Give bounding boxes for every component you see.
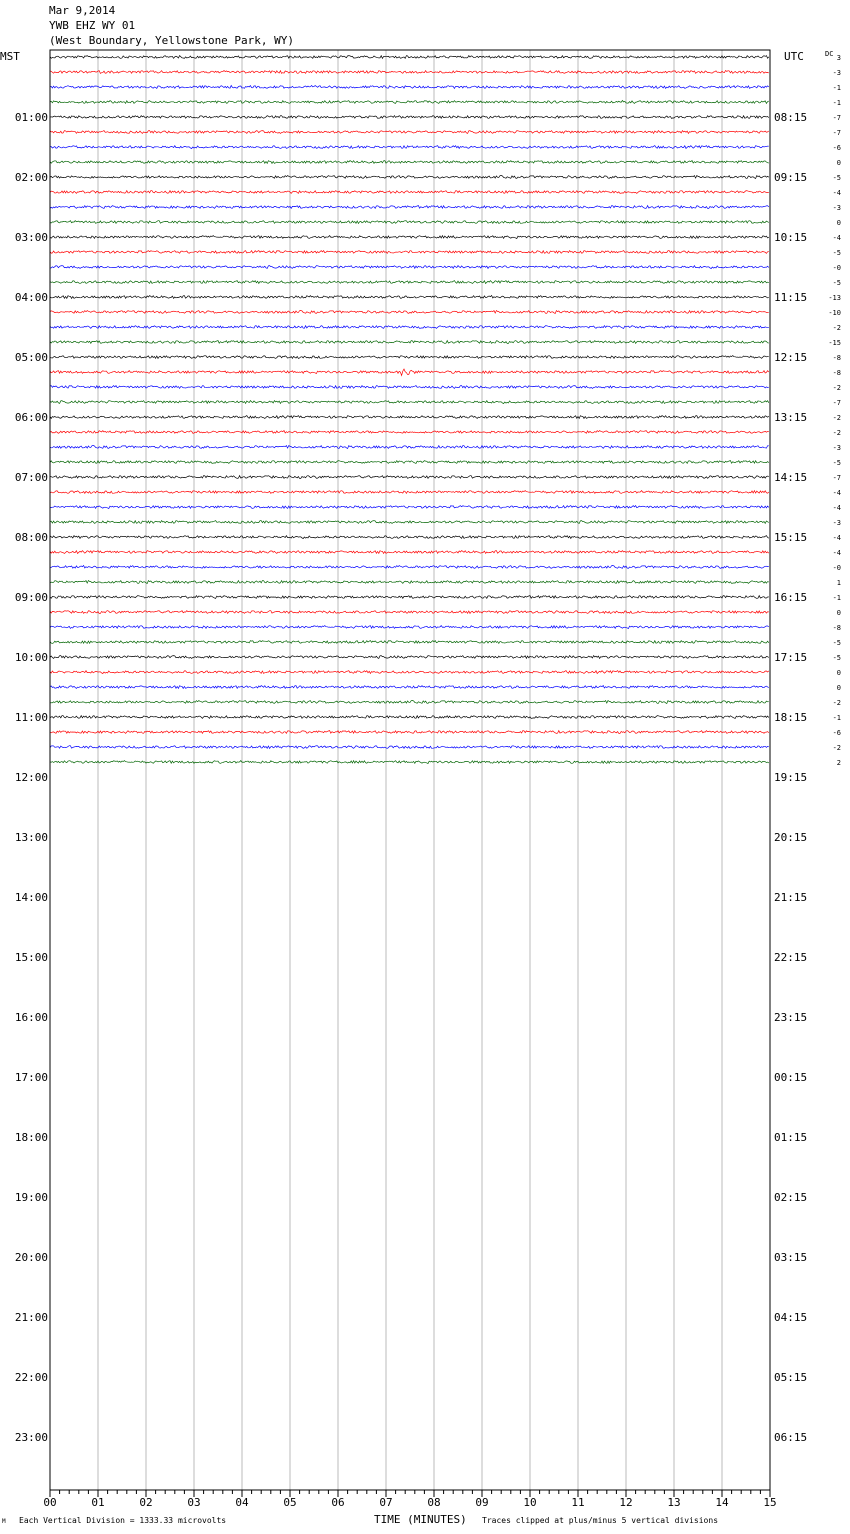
dc-offset-label: 0 — [836, 684, 841, 692]
dc-offset-label: -2 — [832, 699, 841, 707]
seismic-trace — [50, 356, 769, 359]
seismic-trace — [50, 416, 769, 419]
utc-hour-label: 21:15 — [774, 891, 808, 904]
utc-hour-label: 11:15 — [774, 291, 808, 304]
seismic-trace — [50, 341, 769, 344]
seismic-trace — [50, 506, 769, 509]
mst-hour-label: 10:00 — [14, 651, 48, 664]
x-tick-label: 03 — [187, 1496, 201, 1509]
seismic-trace — [50, 281, 769, 284]
seismic-trace — [50, 536, 769, 539]
x-tick-label: 11 — [571, 1496, 585, 1509]
trace-rows — [50, 56, 769, 764]
dc-offset-label: -5 — [832, 279, 841, 287]
dc-offset-label: -2 — [832, 744, 841, 752]
x-tick-label: 13 — [667, 1496, 681, 1509]
dc-offset-label: -1 — [832, 714, 841, 722]
mst-hour-label: 07:00 — [14, 471, 48, 484]
seismic-trace — [50, 221, 769, 224]
dc-offset-label: -5 — [832, 174, 841, 182]
utc-axis-title: UTC — [784, 50, 804, 63]
dc-offset-label: -1 — [832, 594, 841, 602]
seismic-trace — [50, 746, 769, 749]
seismic-trace — [50, 311, 769, 314]
mst-hour-label: 06:00 — [14, 411, 48, 424]
dc-offset-label: -3 — [832, 519, 841, 527]
mst-hour-label: 19:00 — [14, 1191, 48, 1204]
dc-column-title: DC — [825, 50, 834, 58]
dc-offset-label: -2 — [832, 414, 841, 422]
seismic-trace — [50, 731, 769, 734]
utc-hour-label: 16:15 — [774, 591, 808, 604]
utc-hour-label: 06:15 — [774, 1431, 808, 1444]
dc-offset-label: -6 — [832, 144, 841, 152]
seismic-trace — [50, 369, 769, 376]
seismic-trace — [50, 521, 769, 524]
station-location: (West Boundary, Yellowstone Park, WY) — [49, 34, 295, 47]
scale-note: Each Vertical Division = 1333.33 microvolts — [19, 1516, 227, 1525]
dc-offset-label: -5 — [832, 249, 841, 257]
dc-offset-label: -4 — [832, 549, 841, 557]
seismic-trace — [50, 716, 769, 719]
mst-hour-label: 14:00 — [14, 891, 48, 904]
mst-hour-label: 17:00 — [14, 1071, 48, 1084]
dc-offset-label: -4 — [832, 534, 841, 542]
mst-hour-label: 02:00 — [14, 171, 48, 184]
dc-offset-label: 0 — [836, 609, 841, 617]
dc-offset-label: -4 — [832, 489, 841, 497]
utc-hour-label: 00:15 — [774, 1071, 808, 1084]
seismic-trace — [50, 296, 769, 299]
x-tick-label: 09 — [475, 1496, 489, 1509]
seismic-trace — [50, 326, 769, 329]
x-tick-label: 14 — [715, 1496, 729, 1509]
utc-hour-label: 04:15 — [774, 1311, 808, 1324]
dc-offset-label: 2 — [836, 759, 841, 767]
seismic-trace — [50, 626, 769, 629]
seismic-trace — [50, 446, 769, 449]
dc-offset-label: -4 — [832, 189, 841, 197]
seismic-trace — [50, 461, 769, 464]
seismic-trace — [50, 701, 769, 704]
seismic-trace — [50, 551, 769, 554]
utc-hour-label: 10:15 — [774, 231, 808, 244]
mst-hour-label: 08:00 — [14, 531, 48, 544]
dc-offset-label: 0 — [836, 669, 841, 677]
mst-hour-label: 05:00 — [14, 351, 48, 364]
x-tick-label: 04 — [235, 1496, 249, 1509]
seismic-trace — [50, 86, 769, 89]
mst-hour-label: 18:00 — [14, 1131, 48, 1144]
mst-hour-label: 11:00 — [14, 711, 48, 724]
x-tick-label: 05 — [283, 1496, 297, 1509]
clip-note: Traces clipped at plus/minus 5 vertical divisions — [482, 1516, 719, 1525]
utc-hour-label: 13:15 — [774, 411, 808, 424]
dc-offset-label: -6 — [832, 729, 841, 737]
dc-offset-label: -7 — [832, 474, 841, 482]
mst-hour-label: 03:00 — [14, 231, 48, 244]
seismic-trace — [50, 251, 769, 254]
dc-offset-label: -13 — [828, 294, 841, 302]
mst-hour-label: 23:00 — [14, 1431, 48, 1444]
dc-offset-label: -1 — [832, 84, 841, 92]
dc-offset-label: -7 — [832, 129, 841, 137]
mst-hour-label: 12:00 — [14, 771, 48, 784]
dc-offset-label: -1 — [832, 99, 841, 107]
dc-offset-label: -7 — [832, 399, 841, 407]
utc-hour-label: 05:15 — [774, 1371, 808, 1384]
utc-hour-label: 09:15 — [774, 171, 808, 184]
dc-offset-label: -8 — [832, 624, 841, 632]
seismic-trace — [50, 71, 769, 74]
dc-offset-label: -5 — [832, 639, 841, 647]
seismic-trace — [50, 671, 769, 674]
seismic-trace — [50, 386, 769, 389]
dc-offset-label: 3 — [836, 54, 841, 62]
x-axis-title: TIME (MINUTES) — [374, 1513, 467, 1526]
dc-offset-label: -2 — [832, 429, 841, 437]
dc-offset-label: -2 — [832, 384, 841, 392]
seismic-trace — [50, 101, 769, 104]
mst-hour-label: 01:00 — [14, 111, 48, 124]
utc-hour-label: 15:15 — [774, 531, 808, 544]
mst-hour-label: 15:00 — [14, 951, 48, 964]
utc-hour-label: 03:15 — [774, 1251, 808, 1264]
x-tick-label: 10 — [523, 1496, 537, 1509]
seismic-trace — [50, 641, 769, 644]
x-tick-label: 07 — [379, 1496, 393, 1509]
utc-hour-label: 01:15 — [774, 1131, 808, 1144]
utc-hour-label: 12:15 — [774, 351, 808, 364]
axis-labels — [15, 54, 841, 1509]
mst-hour-label: 16:00 — [14, 1011, 48, 1024]
utc-hour-label: 19:15 — [774, 771, 808, 784]
seismic-trace — [50, 161, 769, 164]
dc-offset-label: 0 — [836, 159, 841, 167]
utc-hour-label: 18:15 — [774, 711, 808, 724]
seismic-trace — [50, 266, 769, 269]
mst-axis-title: MST — [0, 50, 20, 63]
seismic-trace — [50, 191, 769, 194]
seismic-trace — [50, 686, 769, 689]
dc-offset-label: -4 — [832, 504, 841, 512]
x-tick-label: 12 — [619, 1496, 633, 1509]
utc-hour-label: 08:15 — [774, 111, 808, 124]
dc-offset-label: -5 — [832, 459, 841, 467]
dc-offset-label: -8 — [832, 369, 841, 377]
utc-hour-label: 20:15 — [774, 831, 808, 844]
x-tick-label: 08 — [427, 1496, 441, 1509]
seismic-trace — [50, 431, 769, 434]
x-tick-label: 15 — [763, 1496, 777, 1509]
seismic-trace — [50, 656, 769, 659]
corner-mark: M — [2, 1518, 6, 1525]
seismic-trace — [50, 581, 769, 584]
dc-offset-label: -15 — [828, 339, 841, 347]
dc-offset-label: -8 — [832, 354, 841, 362]
seismic-trace — [50, 176, 769, 179]
mst-hour-label: 13:00 — [14, 831, 48, 844]
mst-hour-label: 04:00 — [14, 291, 48, 304]
seismic-trace — [50, 476, 769, 479]
dc-offset-label: 0 — [836, 219, 841, 227]
seismic-trace — [50, 401, 769, 404]
dc-offset-label: -5 — [832, 654, 841, 662]
x-tick-label: 01 — [91, 1496, 105, 1509]
x-tick-label: 06 — [331, 1496, 345, 1509]
dc-offset-label: -4 — [832, 234, 841, 242]
dc-offset-label: -7 — [832, 114, 841, 122]
mst-hour-label: 09:00 — [14, 591, 48, 604]
x-tick-label: 02 — [139, 1496, 153, 1509]
utc-hour-label: 17:15 — [774, 651, 808, 664]
dc-offset-label: -10 — [828, 309, 841, 317]
dc-offset-label: -3 — [832, 444, 841, 452]
mst-hour-label: 20:00 — [14, 1251, 48, 1264]
seismic-trace — [50, 596, 769, 599]
seismic-trace — [50, 611, 769, 614]
mst-hour-label: 21:00 — [14, 1311, 48, 1324]
station-code: YWB EHZ WY 01 — [49, 19, 136, 32]
seismic-trace — [50, 206, 769, 209]
dc-offset-label: -2 — [832, 324, 841, 332]
x-tick-label: 00 — [43, 1496, 57, 1509]
seismic-trace — [50, 566, 769, 569]
utc-hour-label: 02:15 — [774, 1191, 808, 1204]
seismic-trace — [50, 761, 769, 764]
dc-offset-label: 1 — [836, 579, 841, 587]
seismic-trace — [50, 236, 769, 239]
seismic-trace — [50, 116, 769, 119]
seismic-trace — [50, 491, 769, 494]
seismic-trace — [50, 146, 769, 149]
mst-hour-label: 22:00 — [14, 1371, 48, 1384]
utc-hour-label: 23:15 — [774, 1011, 808, 1024]
utc-hour-label: 22:15 — [774, 951, 808, 964]
seismic-trace — [50, 131, 769, 134]
dc-offset-label: -3 — [832, 204, 841, 212]
dc-offset-label: -3 — [832, 69, 841, 77]
dc-offset-label: -0 — [832, 264, 841, 272]
utc-hour-label: 14:15 — [774, 471, 808, 484]
chart-date: Mar 9,2014 — [49, 4, 116, 17]
dc-offset-label: -0 — [832, 564, 841, 572]
seismic-trace — [50, 56, 769, 59]
